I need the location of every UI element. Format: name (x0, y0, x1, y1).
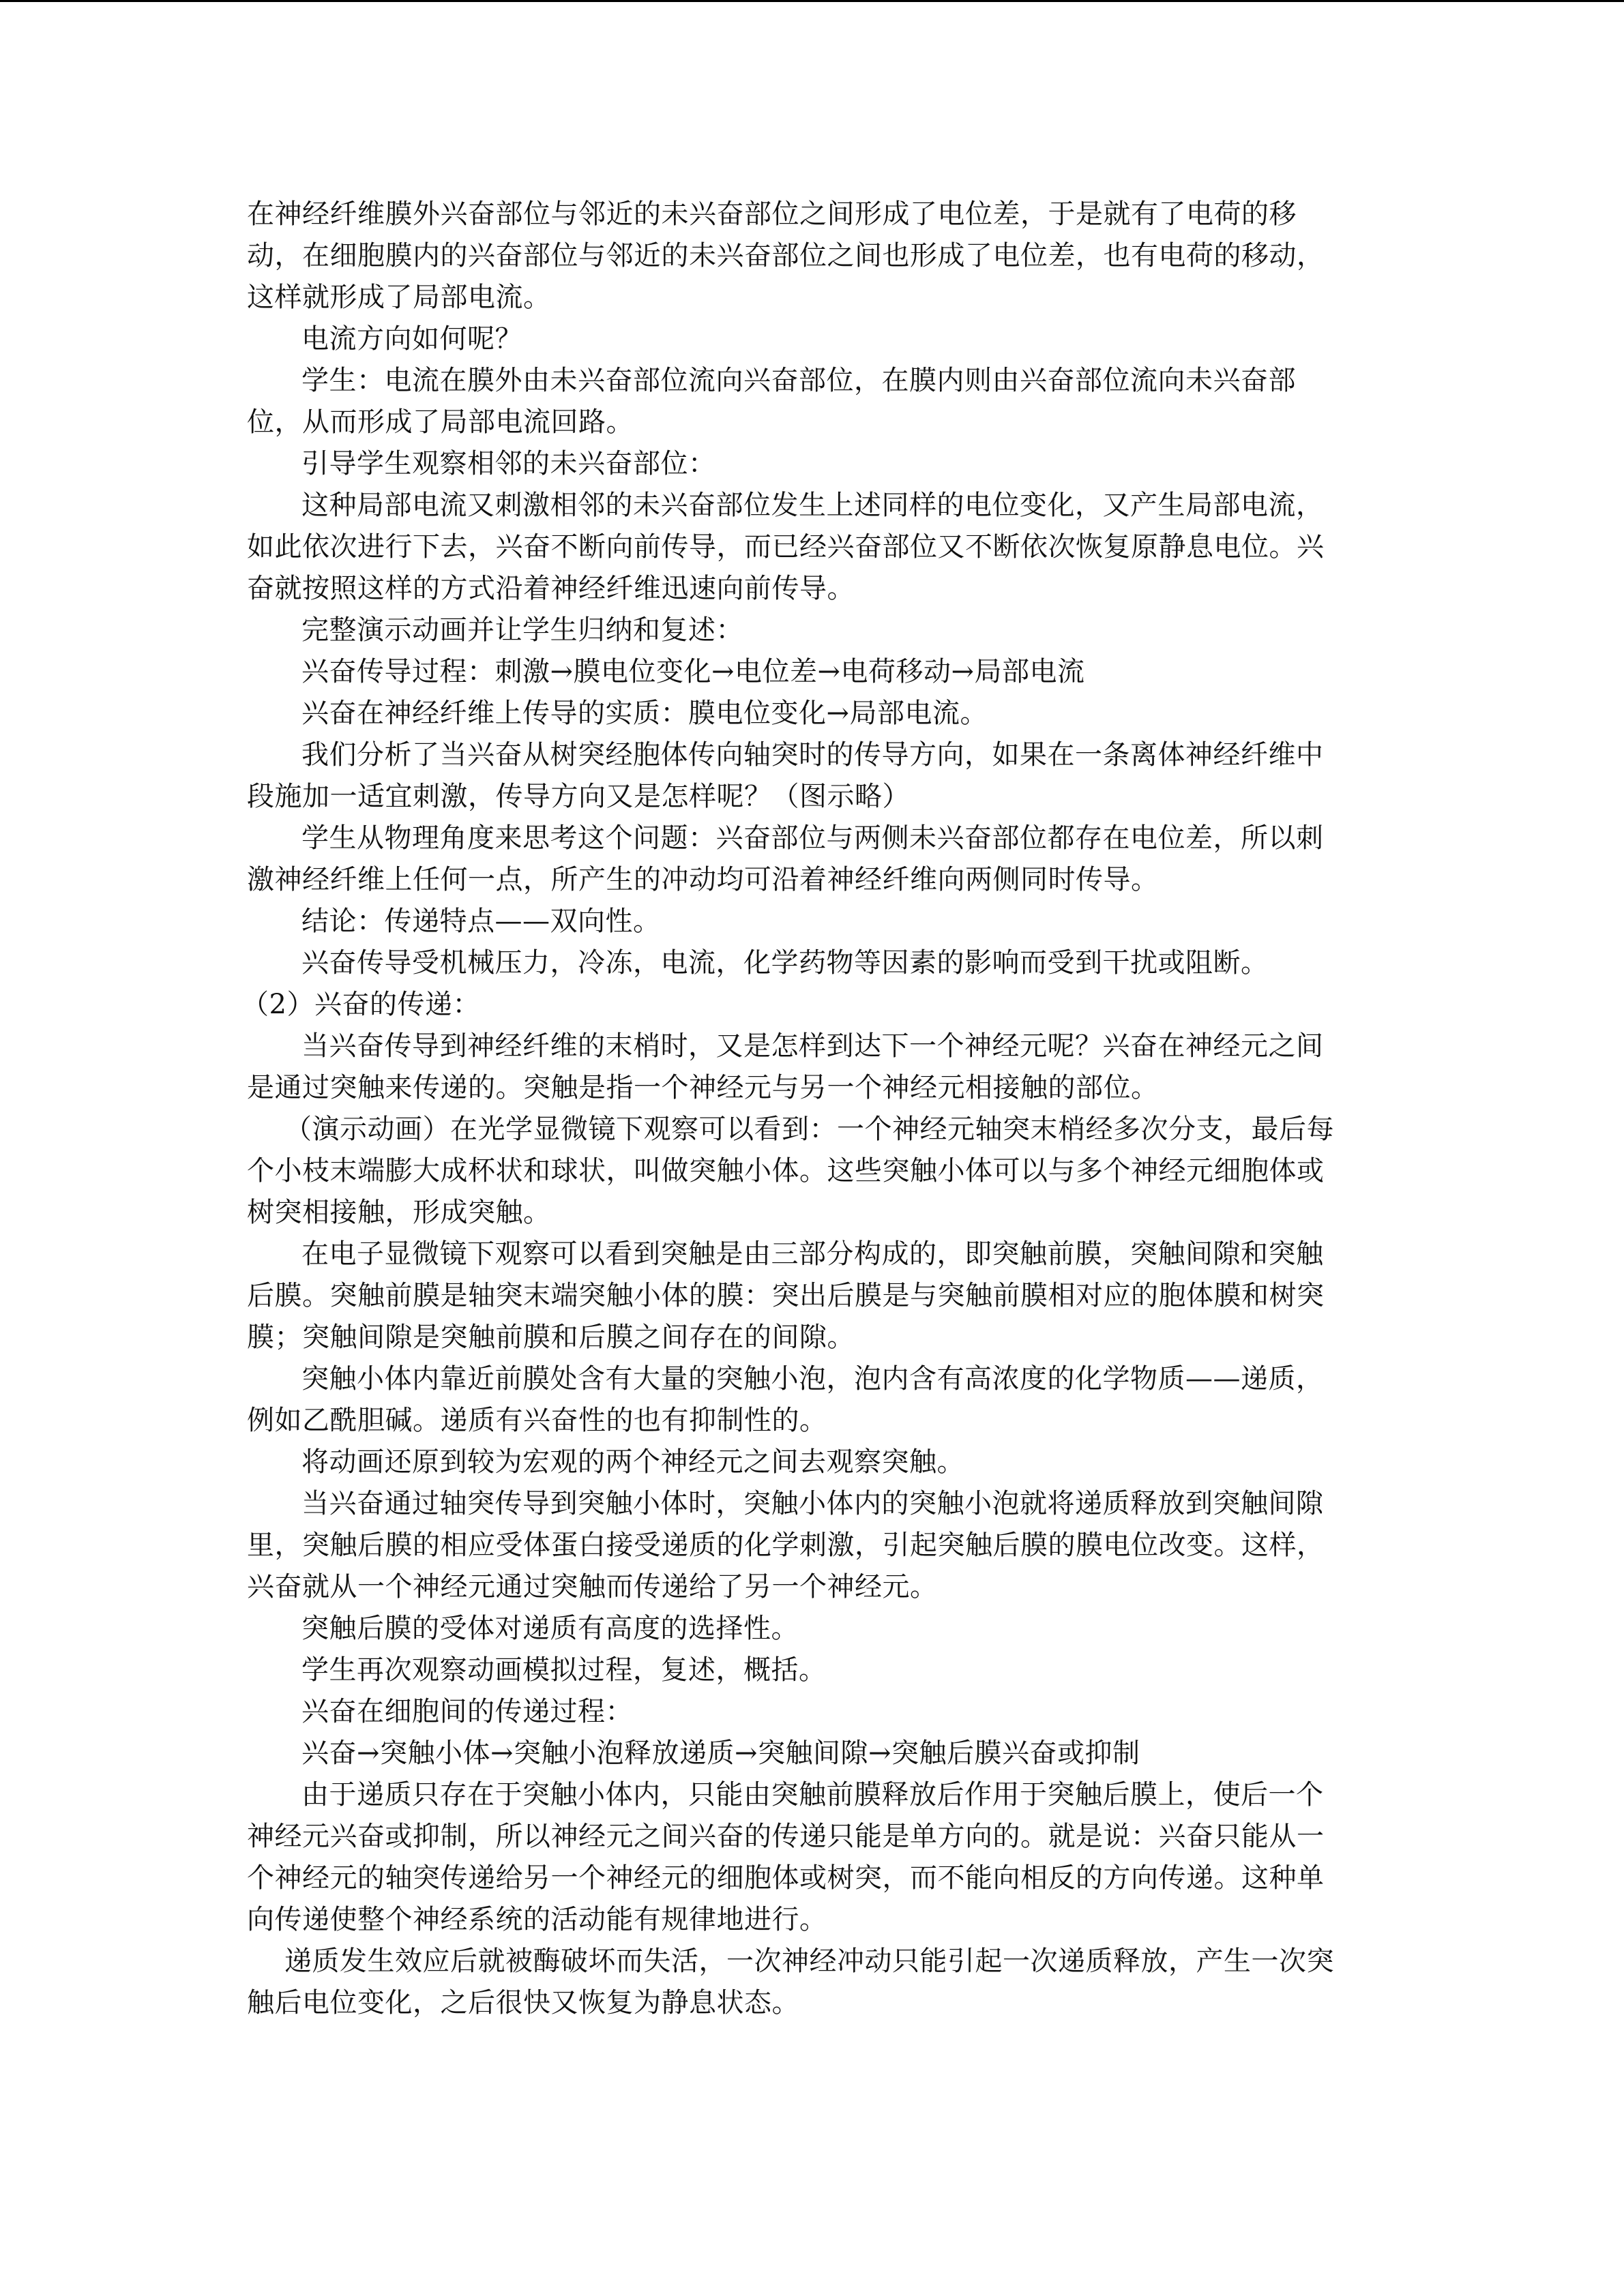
text-line: 突触后膜的受体对递质有高度的选择性。 (301, 1613, 799, 1644)
text-line: 兴奋在细胞间的传递过程： (301, 1696, 633, 1727)
page-top-border (0, 0, 1624, 2)
text-line: 结论：传递特点——双向性。 (301, 906, 661, 937)
text-line: 里，突触后膜的相应受体蛋白接受递质的化学刺激，引起突触后膜的膜电位改变。这样， (247, 1530, 1325, 1561)
section-heading: （2）兴奋的传递： (241, 989, 480, 1020)
text-line: 个神经元的轴突传递给另一个神经元的细胞体或树突，而不能向相反的方向传递。这种单 (247, 1862, 1325, 1894)
text-line: 兴奋传导过程：刺激→膜电位变化→电位差→电荷移动→局部电流 (301, 656, 1085, 687)
text-line: 这样就形成了局部电流。 (247, 282, 551, 313)
text-line: 动，在细胞膜内的兴奋部位与邻近的未兴奋部位之间也形成了电位差，也有电荷的移动， (247, 240, 1325, 271)
text-line: 由于递质只存在于突触小体内，只能由突触前膜释放后作用于突触后膜上，使后一个 (301, 1779, 1324, 1810)
text-line: 兴奋传导受机械压力，冷冻，电流，化学药物等因素的影响而受到干扰或阻断。 (301, 947, 1269, 979)
text-line: 引导学生观察相邻的未兴奋部位： (301, 448, 716, 479)
text-line: 位，从而形成了局部电流回路。 (247, 406, 634, 438)
text-line: 兴奋→突触小体→突触小泡释放递质→突触间隙→突触后膜兴奋或抑制 (301, 1738, 1140, 1769)
text-line: 在电子显微镜下观察可以看到突触是由三部分构成的，即突触前膜，突触间隙和突触 (301, 1238, 1324, 1270)
text-line: 完整演示动画并让学生归纳和复述： (301, 614, 743, 646)
document-body (241, 194, 1379, 2024)
text-line: 学生从物理角度来思考这个问题：兴奋部位与两侧未兴奋部位都存在电位差，所以刺 (301, 822, 1324, 854)
text-line: 膜；突触间隙是突触前膜和后膜之间存在的间隙。 (247, 1322, 855, 1353)
text-line: 向传递使整个神经系统的活动能有规律地进行。 (247, 1904, 827, 1935)
text-line: 兴奋在神经纤维上传导的实质：膜电位变化→局部电流。 (301, 698, 988, 729)
text-line: 如此依次进行下去，兴奋不断向前传导，而已经兴奋部位又不断依次恢复原静息电位。兴 (247, 531, 1325, 563)
text-line: 将动画还原到较为宏观的两个神经元之间去观察突触。 (301, 1446, 964, 1478)
text-line: 激神经纤维上任何一点，所产生的冲动均可沿着神经纤维向两侧同时传导。 (247, 864, 1159, 895)
text-line: 树突相接触，形成突触。 (247, 1197, 551, 1228)
text-line: 兴奋就从一个神经元通过突触而传递给了另一个神经元。 (247, 1571, 938, 1602)
text-line: 我们分析了当兴奋从树突经胞体传向轴突时的传导方向，如果在一条离体神经纤维中 (301, 739, 1324, 771)
text-line: 递质发生效应后就被酶破坏而失活，一次神经冲动只能引起一次递质释放，产生一次突 (284, 1945, 1334, 1977)
text-line: 当兴奋传导到神经纤维的末梢时，又是怎样到达下一个神经元呢？兴奋在神经元之间 (301, 1030, 1324, 1062)
text-line: 学生再次观察动画模拟过程，复述，概括。 (301, 1654, 827, 1686)
text-line: 段施加一适宜刺激，传导方向又是怎样呢？（图示略） (247, 781, 910, 812)
text-line: 奋就按照这样的方式沿着神经纤维迅速向前传导。 (247, 573, 855, 604)
text-line: 学生：电流在膜外由未兴奋部位流向兴奋部位，在膜内则由兴奋部位流向未兴奋部 (301, 365, 1296, 396)
text-line: 触后电位变化，之后很快又恢复为静息状态。 (247, 1987, 799, 2018)
text-line: 神经元兴奋或抑制，所以神经元之间兴奋的传递只能是单方向的。就是说：兴奋只能从一 (247, 1821, 1325, 1852)
text-line: 是通过突触来传递的。突触是指一个神经元与另一个神经元相接触的部位。 (247, 1072, 1159, 1103)
text-line: 突触小体内靠近前膜处含有大量的突触小泡，泡内含有高浓度的化学物质——递质， (301, 1363, 1324, 1395)
text-line: 个小枝末端膨大成杯状和球状，叫做突触小体。这些突触小体可以与多个神经元细胞体或 (247, 1155, 1325, 1187)
text-line: 在神经纤维膜外兴奋部位与邻近的未兴奋部位之间形成了电位差，于是就有了电荷的移 (247, 198, 1297, 230)
text-line: 当兴奋通过轴突传导到突触小体时，突触小体内的突触小泡就将递质释放到突触间隙 (301, 1488, 1324, 1519)
text-line: 例如乙酰胆碱。递质有兴奋性的也有抑制性的。 (247, 1405, 827, 1436)
text-line: 电流方向如何呢？ (301, 323, 522, 355)
text-line: 后膜。突触前膜是轴突末端突触小体的膜：突出后膜是与突触前膜相对应的胞体膜和树突 (247, 1280, 1325, 1311)
text-line: （演示动画）在光学显微镜下观察可以看到：一个神经元轴突末梢经多次分支，最后每 (284, 1114, 1334, 1145)
text-line: 这种局部电流又刺激相邻的未兴奋部位发生上述同样的电位变化，又产生局部电流， (301, 490, 1324, 521)
